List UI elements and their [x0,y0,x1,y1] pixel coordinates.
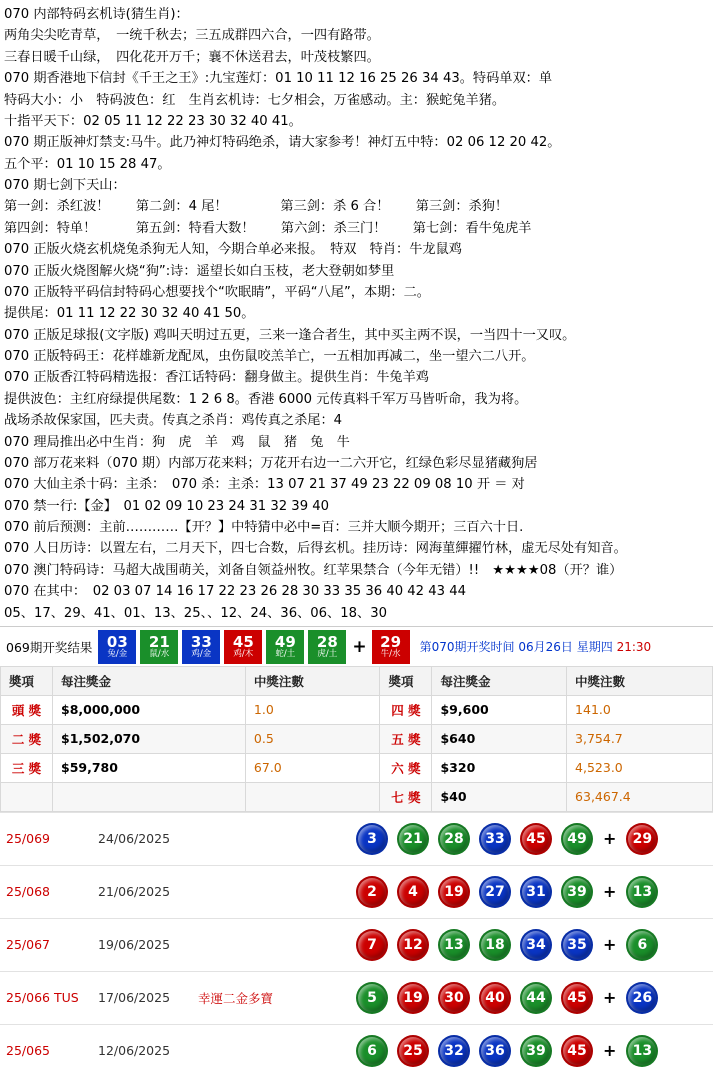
history-balls [348,982,707,1014]
draw-ball-number: 33 [190,632,212,651]
draw-ball [266,630,304,664]
history-balls-cell [342,918,713,971]
draw-ball [140,630,178,664]
prize-winner-count: 0.5 [245,724,380,753]
history-period: 25/066 TUS [0,971,92,1024]
history-ball: 19 [397,982,429,1014]
history-plus-sign: + [603,988,617,1008]
article-line: 070 正版足球报(文字版) 鸡叫天明过五更，三来一逢合者生，其中买主两不误，一当四十一又叹。 [4,327,576,343]
prize-header-level-1: 奬項 [1,666,53,695]
prize-winner-count [245,782,380,811]
draw-ball [308,630,346,664]
history-balls [348,876,707,908]
history-ball: 18 [479,929,511,961]
history-special-ball: 13 [626,876,658,908]
prize-header-level-2: 奬項 [380,666,432,695]
article-line: 战场杀故保家国，匹夫责。传真之杀肖：鸡传真之杀尾：4 [4,413,343,429]
draw-ball [98,630,136,664]
history-balls [348,929,707,961]
article-line: 070 大仙主杀十码：主杀： 070 杀：主杀：13 07 21 37 49 23 22 09 08 10 开 ＝ 对 [4,477,525,493]
history-special-ball: 13 [626,1035,658,1067]
history-balls [348,1035,707,1067]
draw-result-time [420,638,652,655]
history-ball: 19 [438,876,470,908]
draw-ball-number: 21 [148,632,170,651]
history-ball: 39 [561,876,593,908]
draw-ball [182,630,220,664]
article-line: 05、17、29、41、01、13、25、、12、24、36、06、18、30 [4,605,387,621]
prize-winner-count: 4,523.0 [567,753,713,782]
prize-amount: $1,502,070 [53,724,246,753]
history-table [0,812,713,1077]
history-ball: 45 [561,982,593,1014]
article-line: 070 正版火烧图解火烧“狗”:诗：遥望长如白玉枝，老大登朝如梦里 [4,263,395,279]
prize-table-row [1,695,713,724]
history-ball: 7 [356,929,388,961]
prize-table-row [1,753,713,782]
history-ball: 40 [479,982,511,1014]
draw-special-ball [372,630,410,664]
history-balls-cell [342,1024,713,1077]
draw-result-strip [0,626,713,666]
prize-table [0,666,713,812]
article-line: 十指平天下：02 05 11 12 22 23 30 32 40 41。 [4,113,302,129]
draw-time-week: 星期四 [576,640,613,655]
draw-ball-attr: 鸡/金 [191,649,212,660]
prize-table-header-row [1,666,713,695]
history-special-ball: 6 [626,929,658,961]
article-line: 070 在其中： 02 03 07 14 16 17 22 23 26 28 30 33 35 36 40 42 43 44 [4,584,467,600]
article-line: 070 禁一行:【金】 01 02 09 10 23 24 31 32 39 40 [4,498,330,514]
history-period: 25/065 [0,1024,92,1077]
history-date: 12/06/2025 [92,1024,192,1077]
history-ball: 13 [438,929,470,961]
history-ball: 49 [561,823,593,855]
article-line: 070 正版特码王：花样雄新龙配凤，虫伤鼠咬羔羊亡，一五相加再减二，坐一望六二八开。 [4,349,535,364]
article-line: 提供波色：主红府绿提供尾数：1 2 6 8。香港 6000 元传真料千军万马皆听命，我为将。 [4,391,528,407]
draw-ball-attr: 虎/土 [317,649,338,660]
table-row [0,865,713,918]
history-ball: 2 [356,876,388,908]
history-ball: 3 [356,823,388,855]
table-row [0,971,713,1024]
history-plus-sign: + [603,1041,617,1061]
draw-ball-number: 28 [316,632,338,651]
draw-plus-sign: + [352,636,367,657]
history-date: 21/06/2025 [92,865,192,918]
history-note [192,865,342,918]
history-ball: 28 [438,823,470,855]
prize-header-amount-1: 每注獎金 [53,666,246,695]
article-line: 070 澳门特码诗：马超大战围萌关，刘备自领益州牧。红苹果禁合（今年无错）!! ★★★★08（开？谁） [4,562,623,578]
history-ball: 34 [520,929,552,961]
history-note [192,812,342,865]
history-ball: 6 [356,1035,388,1067]
history-ball: 35 [561,929,593,961]
history-balls-cell [342,865,713,918]
history-note: 幸運二金多寶 [192,971,342,1024]
history-plus-sign: + [603,935,617,955]
history-plus-sign: + [603,882,617,902]
prize-amount: $640 [432,724,567,753]
table-row [0,1024,713,1077]
prize-amount: $59,780 [53,753,246,782]
prize-winner-count: 67.0 [245,753,380,782]
history-date: 17/06/2025 [92,971,192,1024]
history-date: 19/06/2025 [92,918,192,971]
history-ball: 5 [356,982,388,1014]
history-balls-cell [342,971,713,1024]
prize-amount [53,782,246,811]
prize-level: 二 獎 [1,724,53,753]
article-line: 070 正版火烧玄机烧兔杀狗无人知，今期合单必来报。 特双 特肖：牛龙鼠鸡 [4,242,462,258]
draw-ball-attr: 蛇/土 [275,649,296,660]
prize-header-count-2: 中獎注數 [567,666,713,695]
article-line: 070 前后预测：主前…………【开？】中特猜中必中=百：三并大顺今期开；三百六十日. [4,520,524,535]
history-balls [348,823,707,855]
prize-winner-count: 141.0 [567,695,713,724]
prize-header-count-1: 中獎注數 [245,666,380,695]
draw-special-number: 29 [380,632,402,651]
draw-result-balls [98,630,413,664]
history-ball: 4 [397,876,429,908]
article-line: 第四剑：特单！ 第五剑：特看大数！ 第六剑：杀三门！ 第七剑：看牛兔虎羊 [4,220,532,236]
article-line: 三春日暖千山绿， 四化花开万千；襄不休送君去，叶茂枝繁四。 [4,49,380,65]
history-ball: 45 [520,823,552,855]
article-line: 两角尖尖吃青草， 一统千秋去；三五成群四六合，一四有路带。 [4,28,380,44]
prize-level: 頭 獎 [1,695,53,724]
article-line: 070 部万花来料（070 期）内部万花来料；万花开右边一二六开它，红绿色彩尽显猪藏狗居 [4,455,538,471]
article-line: 070 正版特平码信封特码心想要找个“吹眠睛”，平码“八尾”，本期：二。 [4,284,430,300]
history-ball: 21 [397,823,429,855]
history-note [192,1024,342,1077]
prize-table-row [1,782,713,811]
history-special-ball: 29 [626,823,658,855]
history-date: 24/06/2025 [92,812,192,865]
history-ball: 12 [397,929,429,961]
table-row [0,812,713,865]
article-line: 070 期香港地下信封《千王之王》:九宝莲灯：01 10 11 12 16 25 26 34 43。特码单双：单 [4,71,553,87]
draw-ball-number: 03 [106,632,128,651]
history-ball: 39 [520,1035,552,1067]
article-line: 五个平：01 10 15 28 47。 [4,156,171,172]
history-ball: 44 [520,982,552,1014]
draw-ball-number: 49 [274,632,296,651]
prize-winner-count: 1.0 [245,695,380,724]
article-line: 070 正版香江特码精选报：香江话特码：翻身做主。提供生肖：牛兔羊鸡 [4,370,429,386]
prize-level: 五 獎 [380,724,432,753]
history-plus-sign: + [603,829,617,849]
history-balls-cell [342,812,713,865]
prize-amount: $8,000,000 [53,695,246,724]
draw-ball-attr: 鸡/木 [233,649,254,660]
draw-ball-attr: 鼠/水 [149,649,170,660]
history-ball: 36 [479,1035,511,1067]
prize-winner-count: 3,754.7 [567,724,713,753]
history-ball: 45 [561,1035,593,1067]
draw-result-label: 069期开奖结果 [6,639,93,655]
article-line: 070 人日历诗：以置左右，二月天下，四七合数，后得玄机。挂历诗：网海菫繟擢竹林，虚无尽处有知音。 [4,541,627,557]
prize-table-row [1,724,713,753]
prize-header-amount-2: 每注獎金 [432,666,567,695]
prize-amount: $9,600 [432,695,567,724]
prize-level: 六 獎 [380,753,432,782]
history-ball: 31 [520,876,552,908]
article-line: 特码大小：小 特码波色：红 生肖玄机诗：七夕相会，万雀感动。主：猴蛇兔羊猪。 [4,92,506,108]
prize-level: 七 獎 [380,782,432,811]
history-ball: 32 [438,1035,470,1067]
draw-ball-number: 45 [232,632,254,651]
article-line: 070 理局推出必中生肖：狗 虎 羊 鸡 鼠 猪 兔 牛 [4,434,350,450]
article-line: 提供尾：01 11 12 22 30 32 40 41 50。 [4,306,255,322]
draw-time-clock: 21:30 [616,640,652,655]
prize-amount: $320 [432,753,567,782]
prize-level [1,782,53,811]
prize-level: 四 獎 [380,695,432,724]
article-line: 070 期七剑下天山： [4,178,126,193]
draw-time-prefix: 第070期开奖时间 [419,640,515,655]
prize-level: 三 獎 [1,753,53,782]
history-special-ball: 26 [626,982,658,1014]
draw-ball-attr: 兔/金 [107,649,128,660]
article-line: 第一剑：杀红波！ 第二剑：4 尾！ 第三剑：杀 6 合！ 第三剑：杀狗！ [4,199,509,215]
history-period: 25/068 [0,865,92,918]
history-ball: 27 [479,876,511,908]
history-period: 25/069 [0,812,92,865]
history-ball: 25 [397,1035,429,1067]
history-period: 25/067 [0,918,92,971]
history-ball: 30 [438,982,470,1014]
article-line: 070 期正版神灯禁支:马牛。此乃神灯特码绝杀，请大家参考！神灯五中特：02 06 12 20 42。 [4,135,561,151]
history-ball: 33 [479,823,511,855]
draw-special-attr: 牛/水 [380,649,401,660]
prize-winner-count: 63,467.4 [567,782,713,811]
table-row [0,918,713,971]
history-note [192,918,342,971]
draw-time-date: 06月26日 [518,640,573,655]
draw-ball [224,630,262,664]
article-line: 070 内部特码玄机诗(猜生肖)： [4,7,189,22]
prize-amount: $40 [432,782,567,811]
